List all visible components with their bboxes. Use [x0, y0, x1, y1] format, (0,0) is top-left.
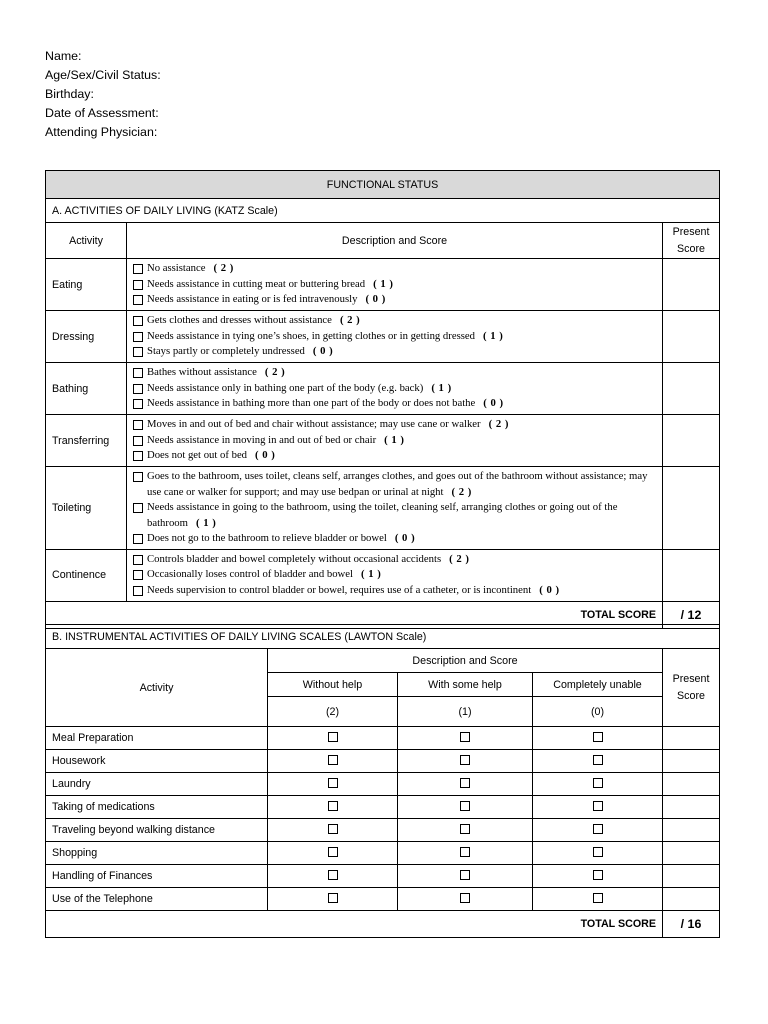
lawton-activity-name: Handling of Finances: [46, 865, 268, 888]
checkbox-icon[interactable]: [133, 555, 143, 565]
checkbox-icon[interactable]: [593, 801, 603, 811]
katz-option-score: ( 0 ): [394, 532, 416, 544]
lawton-present-score-input[interactable]: [663, 750, 720, 773]
lawton-option-cell: [268, 819, 398, 842]
checkbox-icon[interactable]: [460, 755, 470, 765]
katz-option-content: [147, 344, 333, 360]
katz-option-content: [147, 552, 469, 568]
lawton-col-description: Description and Score: [268, 649, 663, 673]
katz-row-transferring: [46, 415, 720, 467]
katz-option-content: [147, 469, 658, 500]
katz-option-text: Goes to the bathroom, uses toilet, cleans self, arranges clothes, and goes out of the bathroom without assistance; may use cane or walker for support; and may use bedpan or urinal at night: [147, 470, 648, 498]
lawton-activity-name: Use of the Telephone: [46, 888, 268, 911]
katz-option-text: Does not get out of bed: [147, 449, 248, 462]
katz-option-text: No assistance: [147, 262, 206, 275]
lawton-activity-name: Traveling beyond walking distance: [46, 819, 268, 842]
lawton-option-cell: [268, 888, 398, 911]
katz-total-value: / 12: [663, 601, 720, 628]
checkbox-icon[interactable]: [133, 451, 143, 461]
lawton-option-cell: [533, 819, 663, 842]
checkbox-icon[interactable]: [460, 801, 470, 811]
checkbox-icon[interactable]: [460, 893, 470, 903]
checkbox-icon[interactable]: [593, 847, 603, 857]
katz-option-text: Occasionally loses control of bladder and bowel: [147, 568, 353, 581]
checkbox-icon[interactable]: [133, 264, 143, 274]
katz-activity-name: Bathing: [46, 363, 127, 415]
katz-option[interactable]: [133, 261, 658, 277]
lawton-activity-name: Housework: [46, 750, 268, 773]
katz-col-present-score: Present Score: [663, 223, 720, 259]
checkbox-icon[interactable]: [133, 420, 143, 430]
lawton-option-cell: [268, 727, 398, 750]
lawton-option-cell: [398, 773, 533, 796]
checkbox-icon[interactable]: [133, 384, 143, 394]
katz-col-description: Description and Score: [127, 223, 663, 259]
lawton-total-label: TOTAL SCORE: [46, 911, 663, 938]
katz-option-text: Gets clothes and dresses without assistance: [147, 314, 332, 327]
checkbox-icon[interactable]: [133, 295, 143, 305]
checkbox-icon[interactable]: [593, 893, 603, 903]
katz-option-score: ( 0 ): [483, 397, 504, 410]
checkbox-icon[interactable]: [328, 893, 338, 903]
patient-name-label: Name:: [45, 49, 82, 63]
patient-age-sex-status-label: Age/Sex/Civil Status:: [45, 68, 161, 82]
lawton-table: [45, 624, 720, 938]
checkbox-icon[interactable]: [460, 847, 470, 857]
lawton-option-cell: [398, 819, 533, 842]
checkbox-icon[interactable]: [133, 347, 143, 357]
katz-option-content: [147, 433, 404, 449]
checkbox-icon[interactable]: [328, 778, 338, 788]
katz-option[interactable]: [133, 552, 658, 568]
functional-status-title: FUNCTIONAL STATUS: [46, 171, 720, 199]
checkbox-icon[interactable]: [593, 732, 603, 742]
lawton-row: [46, 888, 720, 911]
katz-option[interactable]: [133, 500, 658, 531]
lawton-option-cell: [398, 796, 533, 819]
katz-description-cell: [127, 363, 663, 415]
lawton-option-cell: [398, 888, 533, 911]
katz-option-score: ( 2 ): [213, 262, 234, 275]
lawton-row: [46, 750, 720, 773]
katz-present-score-input[interactable]: [663, 311, 720, 363]
katz-row-toileting: [46, 467, 720, 550]
katz-option[interactable]: [133, 396, 658, 412]
checkbox-icon[interactable]: [133, 280, 143, 290]
katz-option[interactable]: [133, 344, 658, 360]
katz-description-cell: [127, 259, 663, 311]
lawton-present-score-input[interactable]: [663, 865, 720, 888]
katz-option-text: Controls bladder and bowel completely without occasional accidents: [147, 552, 442, 565]
checkbox-icon[interactable]: [133, 332, 143, 342]
katz-option-text: Bathes without assistance: [147, 366, 257, 379]
lawton-present-score-input[interactable]: [663, 819, 720, 842]
checkbox-icon[interactable]: [593, 870, 603, 880]
lawton-option-cell: [533, 796, 663, 819]
katz-description-cell: [127, 467, 663, 550]
katz-activity-name: Transferring: [46, 415, 127, 467]
katz-option-content: [147, 417, 509, 433]
checkbox-icon[interactable]: [460, 824, 470, 834]
checkbox-icon[interactable]: [133, 436, 143, 446]
lawton-score-1: (1): [398, 697, 533, 727]
checkbox-icon[interactable]: [593, 824, 603, 834]
katz-option-text: Needs assistance in bathing more than one part of the body or does not bathe: [147, 397, 476, 410]
katz-option-content: [147, 277, 393, 293]
lawton-col-activity: Activity: [46, 649, 268, 727]
checkbox-icon[interactable]: [133, 503, 143, 513]
katz-option-text: Needs assistance in eating or is fed intravenously: [147, 293, 358, 306]
katz-option-content: [147, 583, 560, 599]
checkbox-icon[interactable]: [328, 847, 338, 857]
katz-option[interactable]: [133, 583, 658, 599]
lawton-option-cell: [398, 727, 533, 750]
katz-option-score: ( 2 ): [264, 366, 286, 379]
lawton-option-cell: [268, 865, 398, 888]
katz-option[interactable]: [133, 448, 658, 464]
lawton-present-score-input[interactable]: [663, 727, 720, 750]
katz-option-content: [147, 500, 658, 531]
lawton-option-cell: [398, 750, 533, 773]
checkbox-icon[interactable]: [593, 755, 603, 765]
katz-option-content: [147, 329, 503, 345]
katz-row-dressing: [46, 311, 720, 363]
katz-description-cell: [127, 311, 663, 363]
katz-option-score: ( 1 ): [361, 568, 382, 581]
katz-option-text: Needs supervision to control bladder or bowel, requires use of a catheter, or is incontinent: [147, 583, 532, 596]
assessment-date-label: Date of Assessment:: [45, 106, 159, 120]
katz-activity-name: Eating: [46, 259, 127, 311]
katz-option[interactable]: [133, 417, 658, 433]
katz-option-text: Needs assistance in cutting meat or buttering bread: [147, 277, 366, 290]
checkbox-icon[interactable]: [328, 755, 338, 765]
katz-option[interactable]: [133, 469, 658, 500]
katz-present-score-input[interactable]: [663, 363, 720, 415]
lawton-score-0: (0): [533, 697, 663, 727]
katz-option-content: [147, 531, 415, 547]
katz-present-score-input[interactable]: [663, 549, 720, 601]
lawton-present-score-input[interactable]: [663, 842, 720, 865]
katz-option[interactable]: [133, 365, 658, 381]
checkbox-icon[interactable]: [460, 732, 470, 742]
lawton-activity-name: Laundry: [46, 773, 268, 796]
lawton-present-score-input[interactable]: [663, 796, 720, 819]
katz-option[interactable]: [133, 433, 658, 449]
lawton-option-cell: [533, 750, 663, 773]
checkbox-icon[interactable]: [133, 316, 143, 326]
katz-option[interactable]: [133, 292, 658, 308]
katz-option-content: [147, 365, 285, 381]
katz-col-activity: Activity: [46, 223, 127, 259]
katz-activity-name: Dressing: [46, 311, 127, 363]
katz-option-score: ( 2 ): [449, 552, 470, 565]
katz-option-text: Needs assistance only in bathing one part of the body (e.g. back): [147, 381, 424, 394]
katz-row-bathing: [46, 363, 720, 415]
katz-option[interactable]: [133, 277, 658, 293]
attending-physician-label: Attending Physician:: [45, 125, 158, 139]
lawton-activity-name: Shopping: [46, 842, 268, 865]
katz-option-content: [147, 292, 386, 308]
lawton-col-without-help: Without help: [268, 673, 398, 697]
katz-option-score: ( 0 ): [539, 583, 560, 596]
lawton-option-cell: [398, 842, 533, 865]
katz-activity-name: Toileting: [46, 467, 127, 550]
lawton-section-title: B. INSTRUMENTAL ACTIVITIES OF DAILY LIVING SCALES (LAWTON Scale): [46, 625, 720, 649]
katz-option-text: Stays partly or completely undressed: [147, 345, 305, 358]
lawton-option-cell: [533, 865, 663, 888]
katz-option-score: ( 2 ): [339, 314, 361, 327]
katz-present-score-input[interactable]: [663, 259, 720, 311]
checkbox-icon[interactable]: [133, 534, 143, 544]
lawton-option-cell: [533, 888, 663, 911]
lawton-col-present-score: Present Score: [663, 649, 720, 727]
katz-option-text: Needs assistance in moving in and out of bed or chair: [147, 433, 377, 446]
checkbox-icon[interactable]: [328, 801, 338, 811]
lawton-option-cell: [533, 773, 663, 796]
katz-option-score: ( 1 ): [483, 329, 504, 342]
checkbox-icon[interactable]: [133, 472, 143, 482]
katz-option-score: ( 2 ): [488, 418, 509, 431]
katz-activity-name: Continence: [46, 549, 127, 601]
katz-option-score: ( 2 ): [451, 485, 472, 498]
checkbox-icon[interactable]: [133, 586, 143, 596]
katz-option-content: [147, 313, 360, 329]
checkbox-icon[interactable]: [133, 368, 143, 378]
katz-option[interactable]: [133, 329, 658, 345]
checkbox-icon[interactable]: [328, 732, 338, 742]
katz-option-text: Needs assistance in going to the bathroom, using the toilet, cleaning self, arranging clothes or going out of the bathroom: [147, 501, 618, 529]
katz-option-score: ( 1 ): [431, 381, 452, 394]
lawton-option-cell: [398, 865, 533, 888]
katz-option[interactable]: [133, 313, 658, 329]
katz-option[interactable]: [133, 381, 658, 397]
lawton-activity-name: Meal Preparation: [46, 727, 268, 750]
katz-option-score: ( 0 ): [312, 345, 334, 358]
patient-birthday-label: Birthday:: [45, 87, 94, 101]
katz-option-text: Moves in and out of bed and chair without assistance; may use cane or walker: [147, 418, 481, 431]
katz-present-score-input[interactable]: [663, 415, 720, 467]
katz-option-score: ( 0 ): [255, 449, 276, 462]
lawton-option-cell: [268, 842, 398, 865]
katz-option-score: ( 0 ): [365, 293, 386, 306]
lawton-activity-name: Taking of medications: [46, 796, 268, 819]
lawton-row: [46, 796, 720, 819]
katz-row-eating: [46, 259, 720, 311]
lawton-score-2: (2): [268, 697, 398, 727]
lawton-present-score-input[interactable]: [663, 773, 720, 796]
katz-option-score: ( 1 ): [384, 433, 405, 446]
checkbox-icon[interactable]: [460, 870, 470, 880]
lawton-option-cell: [268, 796, 398, 819]
katz-option-content: [147, 448, 275, 464]
lawton-option-cell: [533, 727, 663, 750]
katz-option-content: [147, 381, 452, 397]
katz-section-title: A. ACTIVITIES OF DAILY LIVING (KATZ Scale): [46, 199, 720, 223]
lawton-option-cell: [268, 750, 398, 773]
checkbox-icon[interactable]: [328, 870, 338, 880]
katz-total-label: TOTAL SCORE: [46, 601, 663, 628]
lawton-option-cell: [268, 773, 398, 796]
lawton-row: [46, 865, 720, 888]
katz-option-content: [147, 261, 234, 277]
katz-row-continence: [46, 549, 720, 601]
checkbox-icon[interactable]: [328, 824, 338, 834]
lawton-row: [46, 819, 720, 842]
checkbox-icon[interactable]: [460, 778, 470, 788]
katz-option-text: Does not go to the bathroom to relieve bladder or bowel: [147, 532, 387, 544]
lawton-total-value: / 16: [663, 911, 720, 938]
lawton-present-score-input[interactable]: [663, 888, 720, 911]
lawton-row: [46, 842, 720, 865]
katz-table: [45, 170, 720, 629]
lawton-col-unable: Completely unable: [533, 673, 663, 697]
checkbox-icon[interactable]: [133, 570, 143, 580]
katz-option-text: Needs assistance in tying one’s shoes, in getting clothes or in getting dressed: [147, 329, 475, 342]
katz-description-cell: [127, 549, 663, 601]
katz-option-content: [147, 567, 381, 583]
katz-option-content: [147, 396, 504, 412]
checkbox-icon[interactable]: [133, 399, 143, 409]
katz-option-score: ( 1 ): [195, 516, 217, 529]
katz-description-cell: [127, 415, 663, 467]
patient-info: [45, 47, 161, 142]
lawton-option-cell: [533, 842, 663, 865]
katz-option[interactable]: [133, 531, 658, 547]
checkbox-icon[interactable]: [593, 778, 603, 788]
lawton-row: [46, 727, 720, 750]
katz-option[interactable]: [133, 567, 658, 583]
katz-present-score-input[interactable]: [663, 467, 720, 550]
katz-option-score: ( 1 ): [373, 277, 394, 290]
lawton-row: [46, 773, 720, 796]
lawton-col-some-help: With some help: [398, 673, 533, 697]
